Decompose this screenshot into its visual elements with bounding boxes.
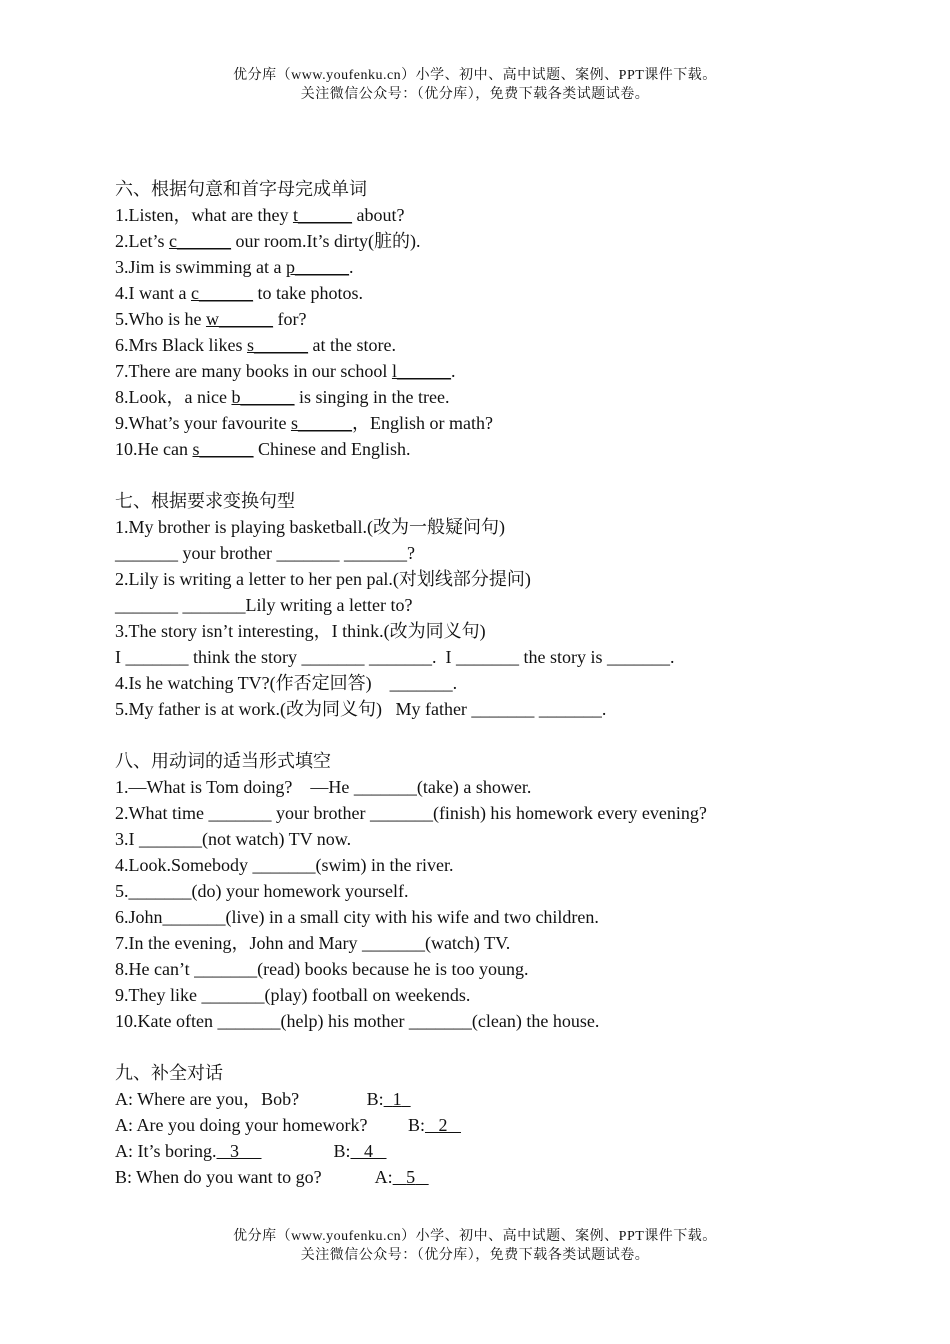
- section-8-title: 八、用动词的适当形式填空: [115, 751, 331, 771]
- s7-line-3: 2.Lily is writing a letter to her pen pal.(对划线部分提问): [115, 569, 531, 589]
- blank-number: 4: [364, 1141, 374, 1161]
- s8-line-6: 6.John_______(live) in a small city with his wife and two children.: [115, 907, 599, 927]
- s6-item-8: 8.Look，a nice b______ is singing in the tree.: [115, 387, 450, 407]
- s7-line-6: I _______ think the story _______ _______. I _______ the story is _______.: [115, 647, 675, 667]
- answer-blank: w______: [205, 309, 273, 329]
- s6-item-2: 2.Let’s c______ our room.It’s dirty(脏的).: [115, 231, 421, 251]
- s8-line-5: 5._______(do) your homework yourself.: [115, 881, 409, 901]
- answer-blank: c______: [169, 231, 231, 251]
- s8-line-3: 3.I _______(not watch) TV now.: [115, 829, 352, 849]
- s7-line-1: 1.My brother is playing basketball.(改为一般疑问句): [115, 517, 505, 537]
- answer-blank: t______: [292, 205, 352, 225]
- answer-blank: c______: [190, 283, 253, 303]
- page-footer: [0, 1227, 950, 1265]
- footer-line-1: 优分库（www.youfenku.cn）小学、初中、高中试题、案例、PPT课件下载。: [233, 1229, 717, 1244]
- blank-number: 5: [406, 1167, 416, 1187]
- answer-blank: s______: [192, 439, 254, 459]
- s7-line-7: 4.Is he watching TV?(作否定回答) _______.: [115, 673, 458, 693]
- section-9-title: 九、补全对话: [115, 1063, 223, 1083]
- s8-line-9: 9.They like _______(play) football on weekends.: [115, 985, 471, 1005]
- section-7-title: 七、根据要求变换句型: [115, 491, 295, 511]
- page-header: [0, 66, 950, 104]
- s7-line-2: _______ your brother _______ _______?: [115, 543, 415, 563]
- blank-number: 2: [438, 1115, 448, 1135]
- footer-line-2: 关注微信公众号：（优分库），免费下载各类试题试卷。: [300, 1248, 650, 1263]
- dialog-row-3: A: It’s boring. 3 B: 4: [115, 1141, 374, 1161]
- answer-blank: p______: [286, 257, 349, 277]
- s8-line-8: 8.He can’t _______(read) books because he is too young.: [115, 959, 529, 979]
- s8-line-7: 7.In the evening，John and Mary _______(watch) TV.: [115, 933, 511, 953]
- s6-item-5: 5.Who is he w______ for?: [115, 309, 307, 329]
- s7-line-8: 5.My father is at work.(改为同义句) My father _______ _______.: [115, 699, 607, 719]
- s6-item-7: 7.There are many books in our school l______.: [115, 361, 456, 381]
- s6-item-4: 4.I want a c______ to take photos.: [115, 283, 363, 303]
- s6-item-9: 9.What’s your favourite s______，English or math?: [115, 413, 493, 433]
- s6-item-1: 1.Listen，what are they t______ about?: [115, 205, 405, 225]
- answer-blank: l______: [391, 361, 451, 381]
- answer-blank: s______: [247, 335, 309, 355]
- s8-line-10: 10.Kate often _______(help) his mother _______(clean) the house.: [115, 1011, 600, 1031]
- blank-number: 3: [230, 1141, 239, 1161]
- blank-number: 1: [392, 1089, 402, 1109]
- s8-line-4: 4.Look.Somebody _______(swim) in the river.: [115, 855, 454, 875]
- section-6-title: 六、根据句意和首字母完成单词: [115, 179, 367, 199]
- s7-line-5: 3.The story isn’t interesting，I think.(改为同义句): [115, 621, 486, 641]
- s6-item-6: 6.Mrs Black likes s______ at the store.: [115, 335, 396, 355]
- s8-line-2: 2.What time _______ your brother _______(finish) his homework every evening?: [115, 803, 707, 823]
- dialog-row-4: B: When do you want to go? A: 5: [115, 1167, 416, 1187]
- s6-item-10: 10.He can s______ Chinese and English.: [115, 439, 411, 459]
- s8-line-1: 1.—What is Tom doing? —He _______(take) a shower.: [115, 777, 532, 797]
- s7-line-4: _______ _______Lily writing a letter to?: [115, 595, 413, 615]
- header-line-2: 关注微信公众号：（优分库），免费下载各类试题试卷。: [300, 87, 650, 102]
- worksheet-body: [115, 176, 915, 1190]
- answer-blank: s______: [290, 413, 352, 433]
- dialog-row-1: A: Where are you，Bob? B: 1: [115, 1089, 402, 1109]
- s6-item-3: 3.Jim is swimming at a p______.: [115, 257, 354, 277]
- dialog-row-2: A: Are you doing your homework? B: 2: [115, 1115, 448, 1135]
- header-line-1: 优分库（www.youfenku.cn）小学、初中、高中试题、案例、PPT课件下载。: [233, 68, 717, 83]
- answer-blank: b______: [231, 387, 295, 407]
